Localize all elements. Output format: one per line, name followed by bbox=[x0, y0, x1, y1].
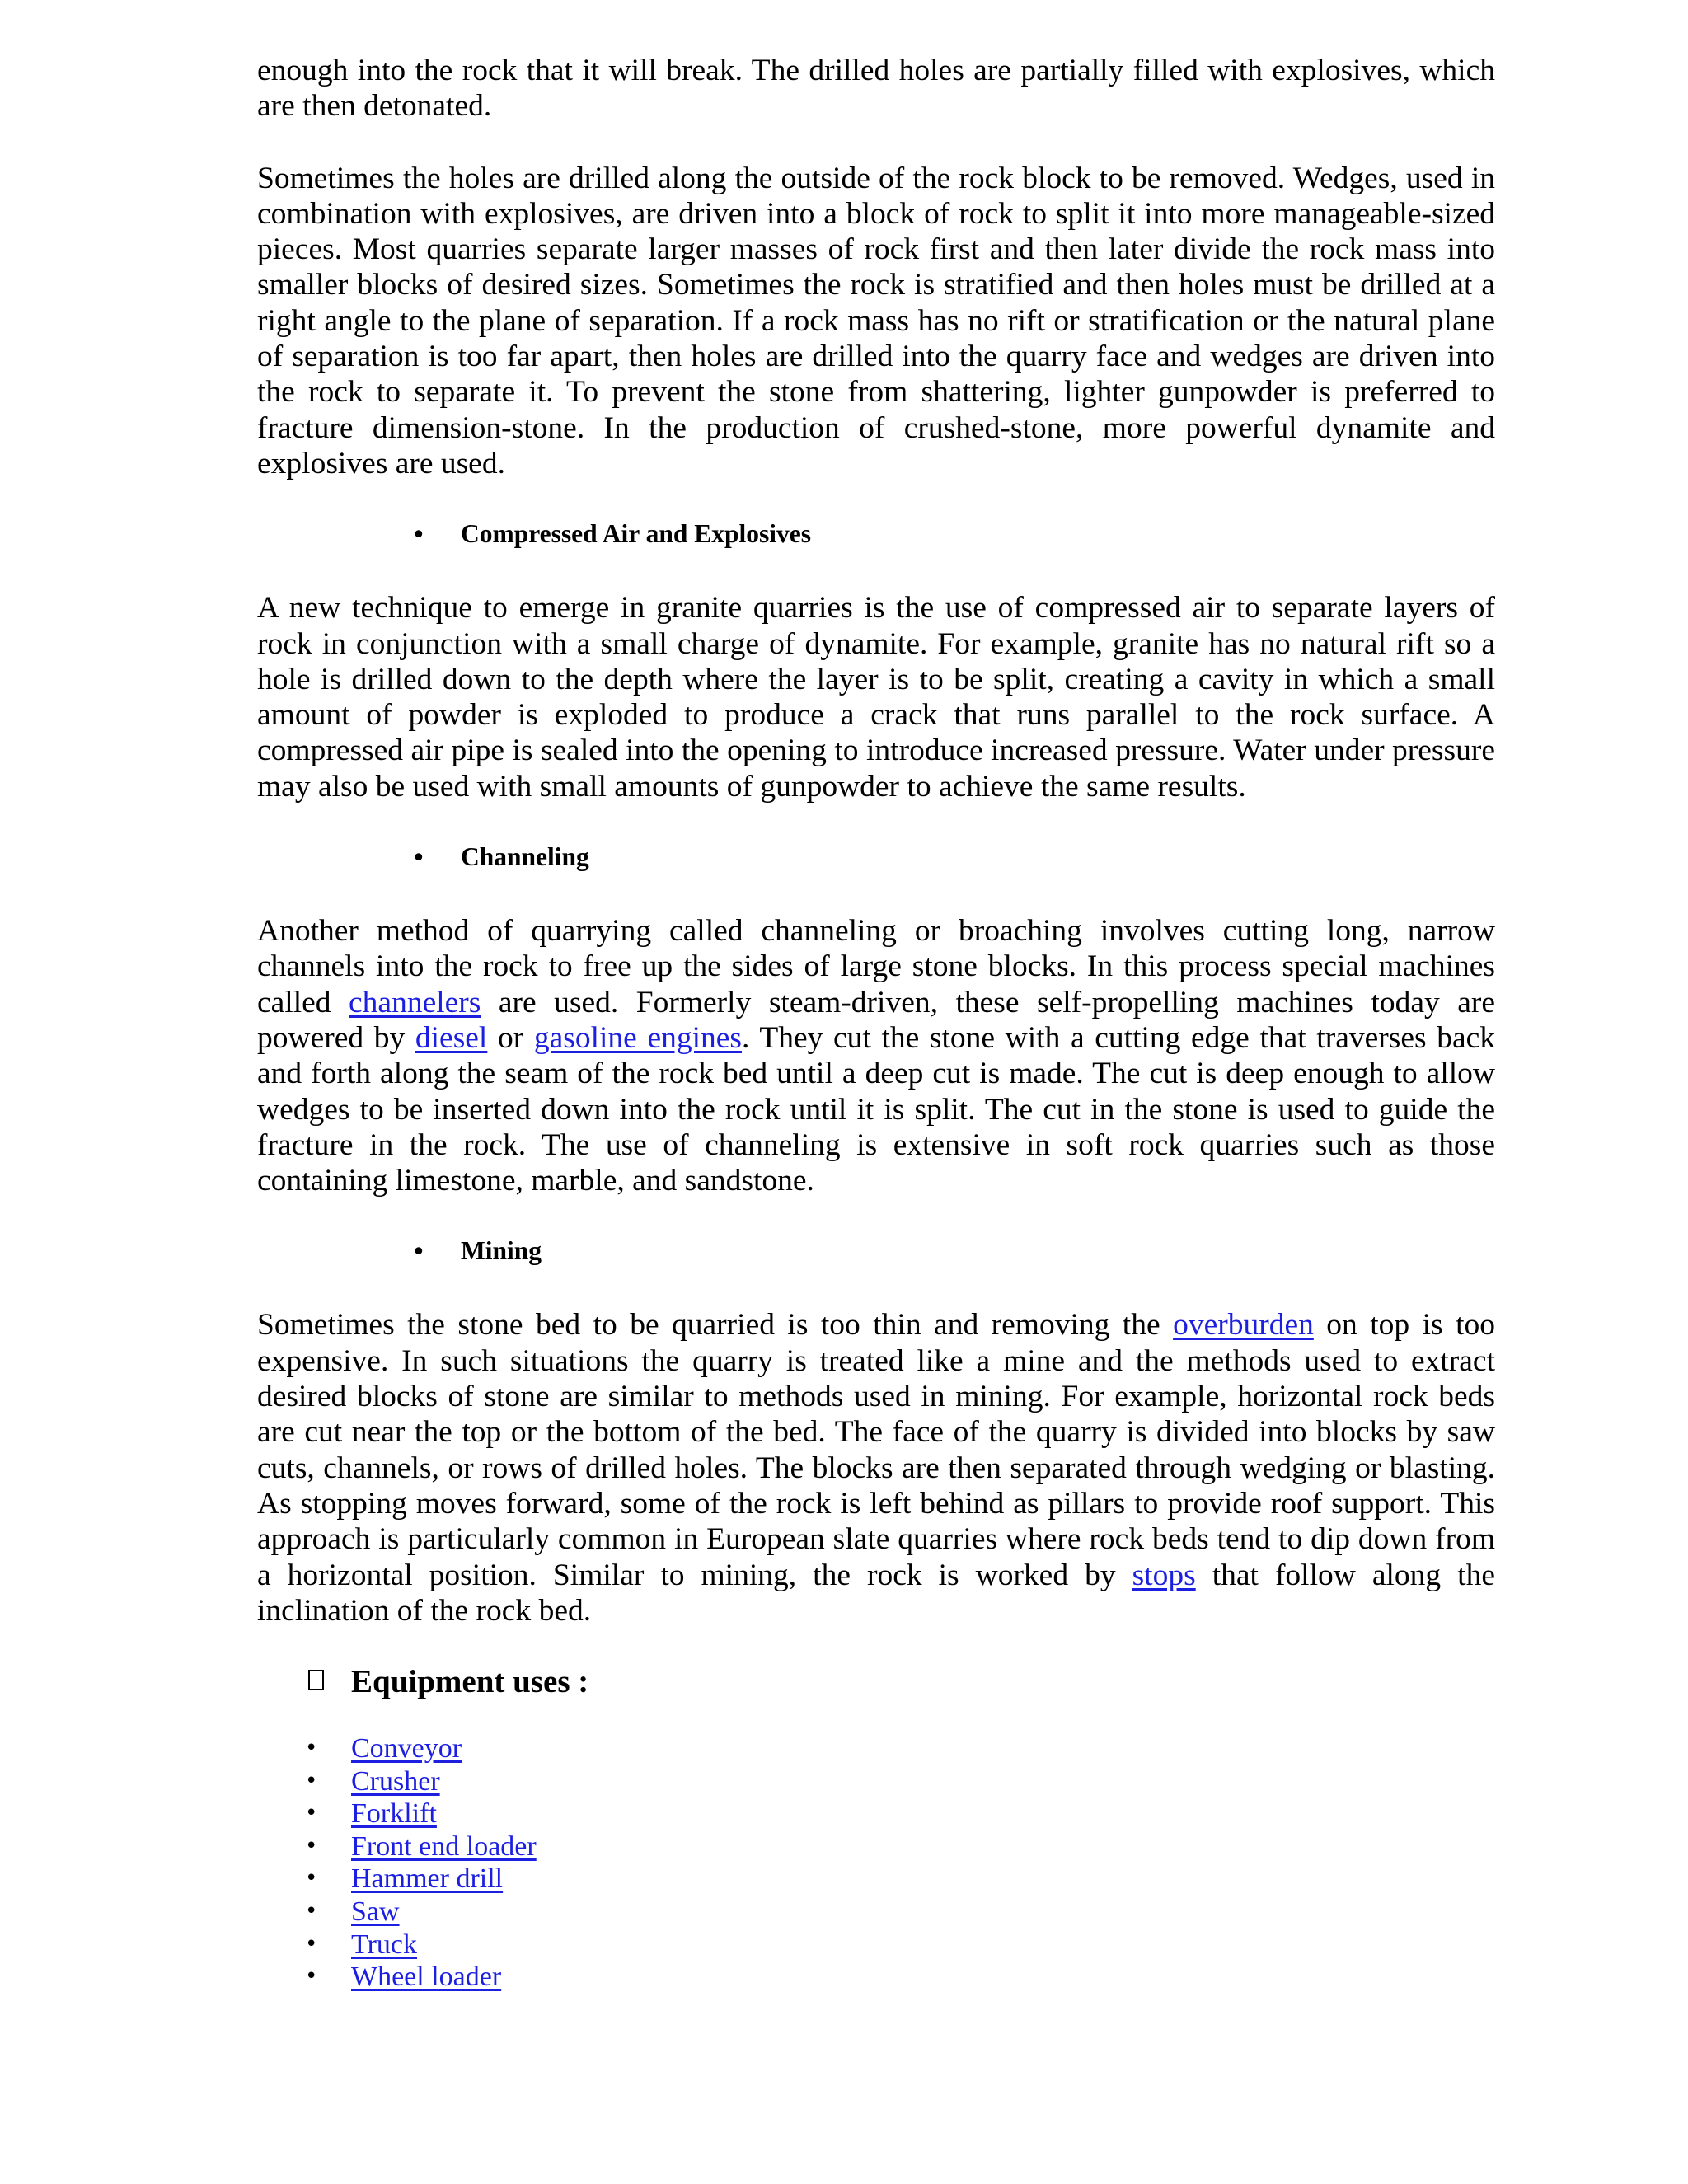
mining-text-2: on top is too expensive. In such situations the quarry is treated like a mine and the methods used to extract desired blocks of stone are similar to methods used in mining. For example, horizontal rock beds are cut near the top or the bottom of the bed. The face of the quarry is divided into blocks by saw cuts, channels, or rows of drilled holes. The blocks are then separated through wedging or blasting. As stopping moves forward, some of the rock is left behind as pillars to provide roof support. This approach is particularly common in European slate quarries where rock beds tend to dip down from a horizontal position. Similar to mining, the rock is worked by bbox=[257, 1308, 1495, 1592]
list-item bbox=[257, 1765, 1495, 1798]
bullet-icon: • bbox=[305, 1899, 318, 1924]
list-item bbox=[257, 1830, 1495, 1863]
bullet-icon: • bbox=[411, 844, 426, 874]
list-item bbox=[257, 1797, 1495, 1830]
heading-mining-label: Mining bbox=[461, 1236, 542, 1266]
heading-channeling bbox=[257, 841, 1495, 877]
document-body bbox=[257, 53, 1495, 1994]
heading-compressed-air-label: Compressed Air and Explosives bbox=[461, 519, 812, 549]
equipment-list bbox=[257, 1732, 1495, 1994]
link-truck[interactable]: Truck bbox=[351, 1929, 417, 1960]
bullet-icon: • bbox=[305, 1931, 318, 1957]
checkbox-square-icon bbox=[308, 1670, 324, 1690]
link-hammer-drill[interactable]: Hammer drill bbox=[351, 1863, 504, 1895]
link-crusher[interactable]: Crusher bbox=[351, 1765, 440, 1797]
heading-equipment-uses bbox=[257, 1663, 1495, 1704]
paragraph-compressed-air: A new technique to emerge in granite quarries is the use of compressed air to separate layers of rock in conjunction with a small charge of dynamite. For example, granite has no natural rift so a hole is drilled down to the depth where the layer is to be split, creating a cavity in which a small amount of powder is exploded to produce a crack that runs parallel to the rock surface. A compressed air pipe is sealed into the opening to introduce increased pressure. Water under pressure may also be used with small amounts of gunpowder to achieve the same results. bbox=[257, 591, 1495, 804]
bullet-icon: • bbox=[305, 1833, 318, 1858]
list-item bbox=[257, 1896, 1495, 1929]
link-channelers[interactable]: channelers bbox=[349, 985, 481, 1019]
bullet-icon: • bbox=[411, 1238, 426, 1268]
heading-compressed-air bbox=[257, 518, 1495, 554]
bullet-icon: • bbox=[305, 1736, 318, 1761]
link-gasoline-engines[interactable]: gasoline engines bbox=[533, 1020, 743, 1055]
link-saw[interactable]: Saw bbox=[351, 1896, 400, 1928]
bullet-icon: • bbox=[305, 1964, 318, 1990]
link-overburden[interactable]: overburden bbox=[1173, 1308, 1314, 1343]
paragraph-channeling bbox=[257, 913, 1495, 1198]
paragraph-mining bbox=[257, 1307, 1495, 1629]
list-item bbox=[257, 1929, 1495, 1961]
heading-channeling-label: Channeling bbox=[461, 842, 589, 872]
channeling-text-1: Another method of quarrying called channeling or broaching involves cutting long, narrow channels into the rock to free up the sides of large stone blocks. In this process special machines called bbox=[257, 914, 1495, 1019]
link-conveyor[interactable]: Conveyor bbox=[351, 1733, 462, 1765]
paragraph-intro: enough into the rock that it will break. The drilled holes are partially filled with explosives, which are then detonated. bbox=[257, 54, 1495, 124]
mining-text-3: that follow along the inclination of the rock bed. bbox=[257, 1558, 1495, 1628]
bullet-icon: • bbox=[305, 1801, 318, 1826]
mining-text-1: Sometimes the stone bed to be quarried is too thin and removing the bbox=[257, 1308, 1174, 1343]
link-front-end-loader[interactable]: Front end loader bbox=[351, 1830, 537, 1862]
channeling-text-4: . They cut the stone with a cutting edge that traverses back and forth along the seam of the rock bed until a deep cut is made. The cut is deep enough to allow wedges to be inserted down into the rock until it is split. The cut in the stone is used to guide the fracture in the rock. The use of channeling is extensive in soft rock quarries such as those containing limestone, marble, and sandstone. bbox=[257, 1020, 1495, 1198]
list-item bbox=[257, 1961, 1495, 1994]
list-item bbox=[257, 1863, 1495, 1896]
channeling-text-2: are used. Formerly steam-driven, these self-propelling machines today are powered by bbox=[257, 985, 1495, 1055]
link-wheel-loader[interactable]: Wheel loader bbox=[351, 1961, 502, 1993]
link-stops[interactable]: stops bbox=[1132, 1558, 1196, 1592]
list-item bbox=[257, 1732, 1495, 1765]
bullet-icon: • bbox=[305, 1866, 318, 1891]
heading-mining bbox=[257, 1235, 1495, 1271]
link-diesel[interactable]: diesel bbox=[415, 1020, 488, 1055]
link-forklift[interactable]: Forklift bbox=[351, 1798, 437, 1830]
paragraph-wedges: Sometimes the holes are drilled along the outside of the rock block to be removed. Wedges, used in combination with explosives, are driven into a block of rock to split it into more manageable-sized pieces. Most quarries separate larger masses of rock first and then later divide the rock mass into smaller blocks of desired sizes. Sometimes the rock is stratified and then holes must be drilled at a right angle to the plane of separation. If a rock mass has no rift or stratification or the natural plane of separation is too far apart, then holes are drilled into the quarry face and wedges are driven into the rock to separate it. To prevent the stone from shattering, lighter gunpowder is preferred to fracture dimension-stone. In the production of crushed-stone, more powerful dynamite and explosives are used. bbox=[257, 161, 1495, 480]
bullet-icon: • bbox=[305, 1768, 318, 1793]
channeling-text-3: or bbox=[487, 1020, 534, 1055]
heading-equipment-uses-label: Equipment uses : bbox=[351, 1664, 589, 1700]
bullet-icon: • bbox=[411, 521, 426, 551]
